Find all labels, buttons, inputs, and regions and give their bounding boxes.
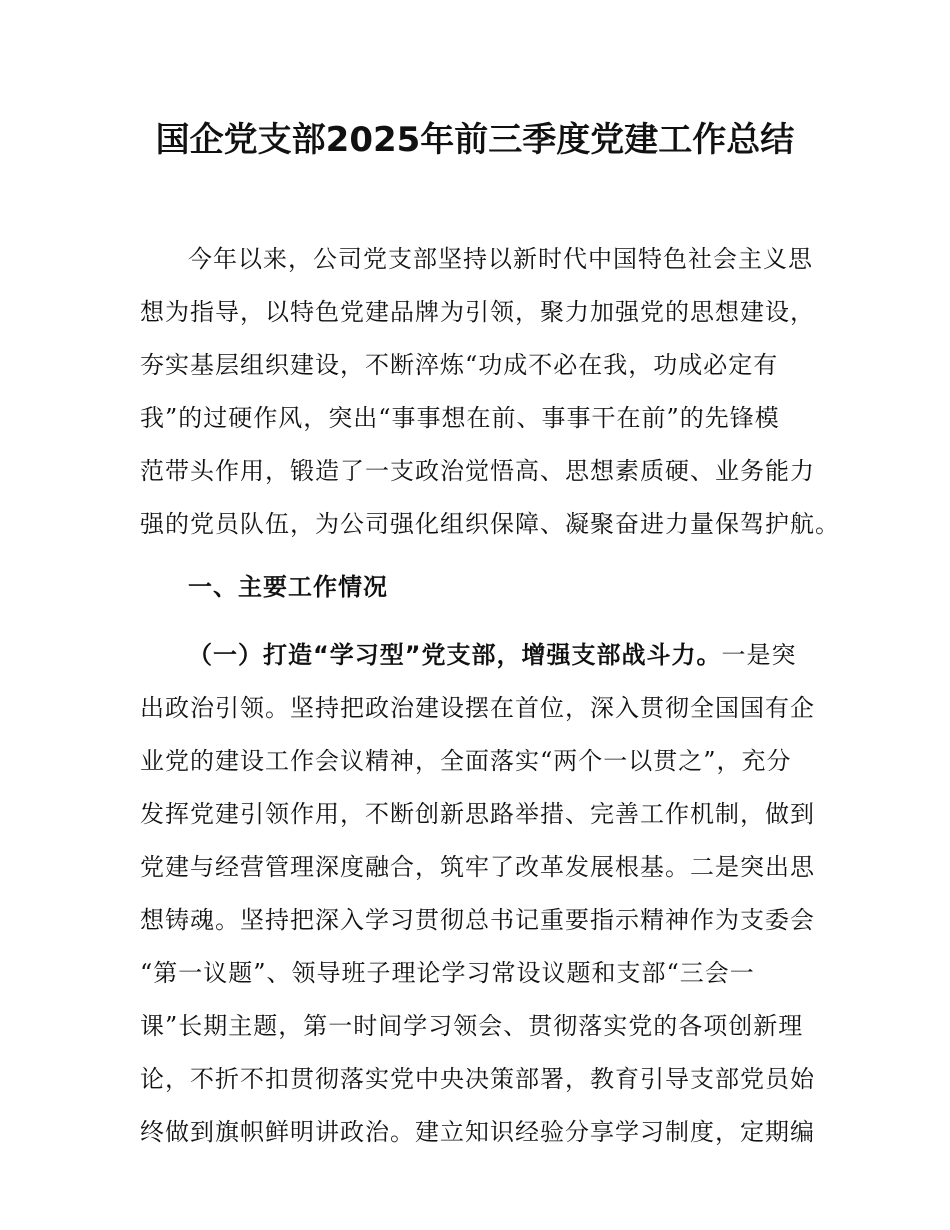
text-line: 夯实基层组织建设，不断淬炼“功成不必在我，功成必定有 bbox=[140, 351, 779, 379]
intro-paragraph bbox=[140, 233, 840, 551]
text-run: 一是突 bbox=[721, 641, 797, 669]
subsection-heading: （一）打造“学习型”党支部，增强支部战斗力。 bbox=[188, 641, 722, 669]
section-heading: 一、主要工作情况 bbox=[188, 573, 388, 601]
document-title: 国企党支部2025年前三季度党建工作总结 bbox=[155, 120, 795, 160]
text-line: “第一议题”、领导班子理论学习常设议题和支部“三会一 bbox=[140, 959, 755, 987]
text-line: 党建与经营管理深度融合，筑牢了改革发展根基。二是突出思 bbox=[140, 853, 815, 881]
text-line: 范带头作用，锻造了一支政治觉悟高、思想素质硬、业务能力 bbox=[140, 457, 815, 485]
text-line: 业党的建设工作会议精神，全面落实“两个一以贯之”，充分 bbox=[140, 747, 792, 775]
text-line: 发挥党建引领作用，不断创新思路举措、完善工作机制，做到 bbox=[140, 800, 815, 828]
text-line: 今年以来，公司党支部坚持以新时代中国特色社会主义思 bbox=[188, 245, 813, 273]
text-line: 强的党员队伍，为公司强化组织保障、凝聚奋进力量保驾护航。 bbox=[140, 510, 840, 538]
text-line bbox=[140, 629, 830, 682]
subsection-paragraph bbox=[140, 629, 830, 1159]
text-line: 终做到旗帜鲜明讲政治。建立知识经验分享学习制度，定期编 bbox=[140, 1118, 815, 1146]
text-line: 想为指导，以特色党建品牌为引领，聚力加强党的思想建设， bbox=[140, 298, 815, 326]
text-line: 论，不折不扣贯彻落实党中央决策部署，教育引导支部党员始 bbox=[140, 1065, 815, 1093]
section-heading-block bbox=[140, 561, 830, 614]
text-line: 想铸魂。坚持把深入学习贯彻总书记重要指示精神作为支委会 bbox=[140, 906, 815, 934]
text-line: 出政治引领。坚持把政治建设摆在首位，深入贯彻全国国有企 bbox=[140, 694, 815, 722]
text-line: 我”的过硬作风，突出“事事想在前、事事干在前”的先锋模 bbox=[140, 404, 780, 432]
text-line: 课”长期主题，第一时间学习领会、贯彻落实党的各项创新理 bbox=[140, 1012, 804, 1040]
